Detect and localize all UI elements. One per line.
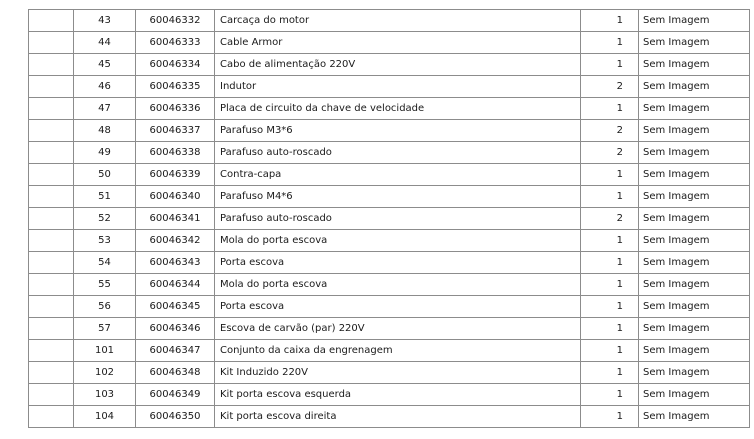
quantity-cell: 1 — [581, 252, 639, 274]
table-row — [29, 296, 750, 318]
image-status-cell: Sem Imagem — [639, 142, 750, 164]
table-row — [29, 252, 750, 274]
quantity-cell: 1 — [581, 186, 639, 208]
item-number-cell: 43 — [74, 10, 136, 32]
table-row — [29, 142, 750, 164]
image-status-cell: Sem Imagem — [639, 362, 750, 384]
blank-cell — [29, 120, 74, 142]
item-number-cell: 103 — [74, 384, 136, 406]
description-cell: Contra-capa — [215, 164, 581, 186]
part-code-cell: 60046340 — [136, 186, 215, 208]
part-code-cell: 60046332 — [136, 10, 215, 32]
item-number-cell: 48 — [74, 120, 136, 142]
image-status-cell: Sem Imagem — [639, 120, 750, 142]
part-code-cell: 60046339 — [136, 164, 215, 186]
description-cell: Kit Induzido 220V — [215, 362, 581, 384]
quantity-cell: 2 — [581, 120, 639, 142]
table-row — [29, 120, 750, 142]
table-row — [29, 406, 750, 428]
table-row — [29, 274, 750, 296]
item-number-cell: 50 — [74, 164, 136, 186]
item-number-cell: 104 — [74, 406, 136, 428]
table-row — [29, 318, 750, 340]
quantity-cell: 1 — [581, 406, 639, 428]
part-code-cell: 60046342 — [136, 230, 215, 252]
table-row — [29, 32, 750, 54]
table-row — [29, 98, 750, 120]
parts-table — [28, 9, 750, 428]
item-number-cell: 49 — [74, 142, 136, 164]
part-code-cell: 60046337 — [136, 120, 215, 142]
quantity-cell: 1 — [581, 384, 639, 406]
item-number-cell: 56 — [74, 296, 136, 318]
part-code-cell: 60046344 — [136, 274, 215, 296]
image-status-cell: Sem Imagem — [639, 76, 750, 98]
part-code-cell: 60046349 — [136, 384, 215, 406]
blank-cell — [29, 274, 74, 296]
description-cell: Parafuso auto-roscado — [215, 142, 581, 164]
blank-cell — [29, 10, 74, 32]
quantity-cell: 1 — [581, 164, 639, 186]
description-cell: Conjunto da caixa da engrenagem — [215, 340, 581, 362]
quantity-cell: 2 — [581, 208, 639, 230]
blank-cell — [29, 230, 74, 252]
table-row — [29, 208, 750, 230]
image-status-cell: Sem Imagem — [639, 186, 750, 208]
item-number-cell: 51 — [74, 186, 136, 208]
table-row — [29, 76, 750, 98]
quantity-cell: 1 — [581, 10, 639, 32]
description-cell: Indutor — [215, 76, 581, 98]
quantity-cell: 2 — [581, 76, 639, 98]
item-number-cell: 57 — [74, 318, 136, 340]
description-cell: Carcaça do motor — [215, 10, 581, 32]
blank-cell — [29, 142, 74, 164]
blank-cell — [29, 164, 74, 186]
table-row — [29, 164, 750, 186]
part-code-cell: 60046343 — [136, 252, 215, 274]
image-status-cell: Sem Imagem — [639, 318, 750, 340]
blank-cell — [29, 318, 74, 340]
blank-cell — [29, 76, 74, 98]
table-row — [29, 186, 750, 208]
item-number-cell: 46 — [74, 76, 136, 98]
part-code-cell: 60046336 — [136, 98, 215, 120]
part-code-cell: 60046348 — [136, 362, 215, 384]
table-row — [29, 54, 750, 76]
image-status-cell: Sem Imagem — [639, 384, 750, 406]
item-number-cell: 52 — [74, 208, 136, 230]
description-cell: Porta escova — [215, 252, 581, 274]
table-row — [29, 384, 750, 406]
quantity-cell: 1 — [581, 318, 639, 340]
part-code-cell: 60046341 — [136, 208, 215, 230]
item-number-cell: 44 — [74, 32, 136, 54]
blank-cell — [29, 296, 74, 318]
item-number-cell: 53 — [74, 230, 136, 252]
image-status-cell: Sem Imagem — [639, 208, 750, 230]
image-status-cell: Sem Imagem — [639, 230, 750, 252]
part-code-cell: 60046346 — [136, 318, 215, 340]
part-code-cell: 60046345 — [136, 296, 215, 318]
description-cell: Parafuso M4*6 — [215, 186, 581, 208]
part-code-cell: 60046333 — [136, 32, 215, 54]
description-cell: Mola do porta escova — [215, 230, 581, 252]
description-cell: Placa de circuito da chave de velocidade — [215, 98, 581, 120]
quantity-cell: 1 — [581, 54, 639, 76]
item-number-cell: 55 — [74, 274, 136, 296]
image-status-cell: Sem Imagem — [639, 274, 750, 296]
description-cell: Cabo de alimentação 220V — [215, 54, 581, 76]
image-status-cell: Sem Imagem — [639, 406, 750, 428]
blank-cell — [29, 186, 74, 208]
image-status-cell: Sem Imagem — [639, 340, 750, 362]
quantity-cell: 1 — [581, 274, 639, 296]
blank-cell — [29, 98, 74, 120]
parts-table-body — [29, 10, 750, 428]
table-row — [29, 340, 750, 362]
table-row — [29, 230, 750, 252]
quantity-cell: 1 — [581, 230, 639, 252]
part-code-cell: 60046335 — [136, 76, 215, 98]
blank-cell — [29, 32, 74, 54]
image-status-cell: Sem Imagem — [639, 32, 750, 54]
description-cell: Cable Armor — [215, 32, 581, 54]
part-code-cell: 60046338 — [136, 142, 215, 164]
item-number-cell: 47 — [74, 98, 136, 120]
image-status-cell: Sem Imagem — [639, 54, 750, 76]
item-number-cell: 54 — [74, 252, 136, 274]
quantity-cell: 1 — [581, 362, 639, 384]
description-cell: Mola do porta escova — [215, 274, 581, 296]
description-cell: Parafuso auto-roscado — [215, 208, 581, 230]
blank-cell — [29, 384, 74, 406]
blank-cell — [29, 362, 74, 384]
description-cell: Escova de carvão (par) 220V — [215, 318, 581, 340]
blank-cell — [29, 340, 74, 362]
blank-cell — [29, 406, 74, 428]
description-cell: Kit porta escova direita — [215, 406, 581, 428]
quantity-cell: 1 — [581, 296, 639, 318]
blank-cell — [29, 208, 74, 230]
quantity-cell: 1 — [581, 340, 639, 362]
part-code-cell: 60046350 — [136, 406, 215, 428]
table-row — [29, 10, 750, 32]
blank-cell — [29, 54, 74, 76]
quantity-cell: 2 — [581, 142, 639, 164]
item-number-cell: 45 — [74, 54, 136, 76]
quantity-cell: 1 — [581, 32, 639, 54]
part-code-cell: 60046347 — [136, 340, 215, 362]
description-cell: Parafuso M3*6 — [215, 120, 581, 142]
image-status-cell: Sem Imagem — [639, 296, 750, 318]
item-number-cell: 102 — [74, 362, 136, 384]
description-cell: Kit porta escova esquerda — [215, 384, 581, 406]
image-status-cell: Sem Imagem — [639, 252, 750, 274]
part-code-cell: 60046334 — [136, 54, 215, 76]
image-status-cell: Sem Imagem — [639, 164, 750, 186]
table-row — [29, 362, 750, 384]
image-status-cell: Sem Imagem — [639, 98, 750, 120]
description-cell: Porta escova — [215, 296, 581, 318]
blank-cell — [29, 252, 74, 274]
item-number-cell: 101 — [74, 340, 136, 362]
quantity-cell: 1 — [581, 98, 639, 120]
image-status-cell: Sem Imagem — [639, 10, 750, 32]
